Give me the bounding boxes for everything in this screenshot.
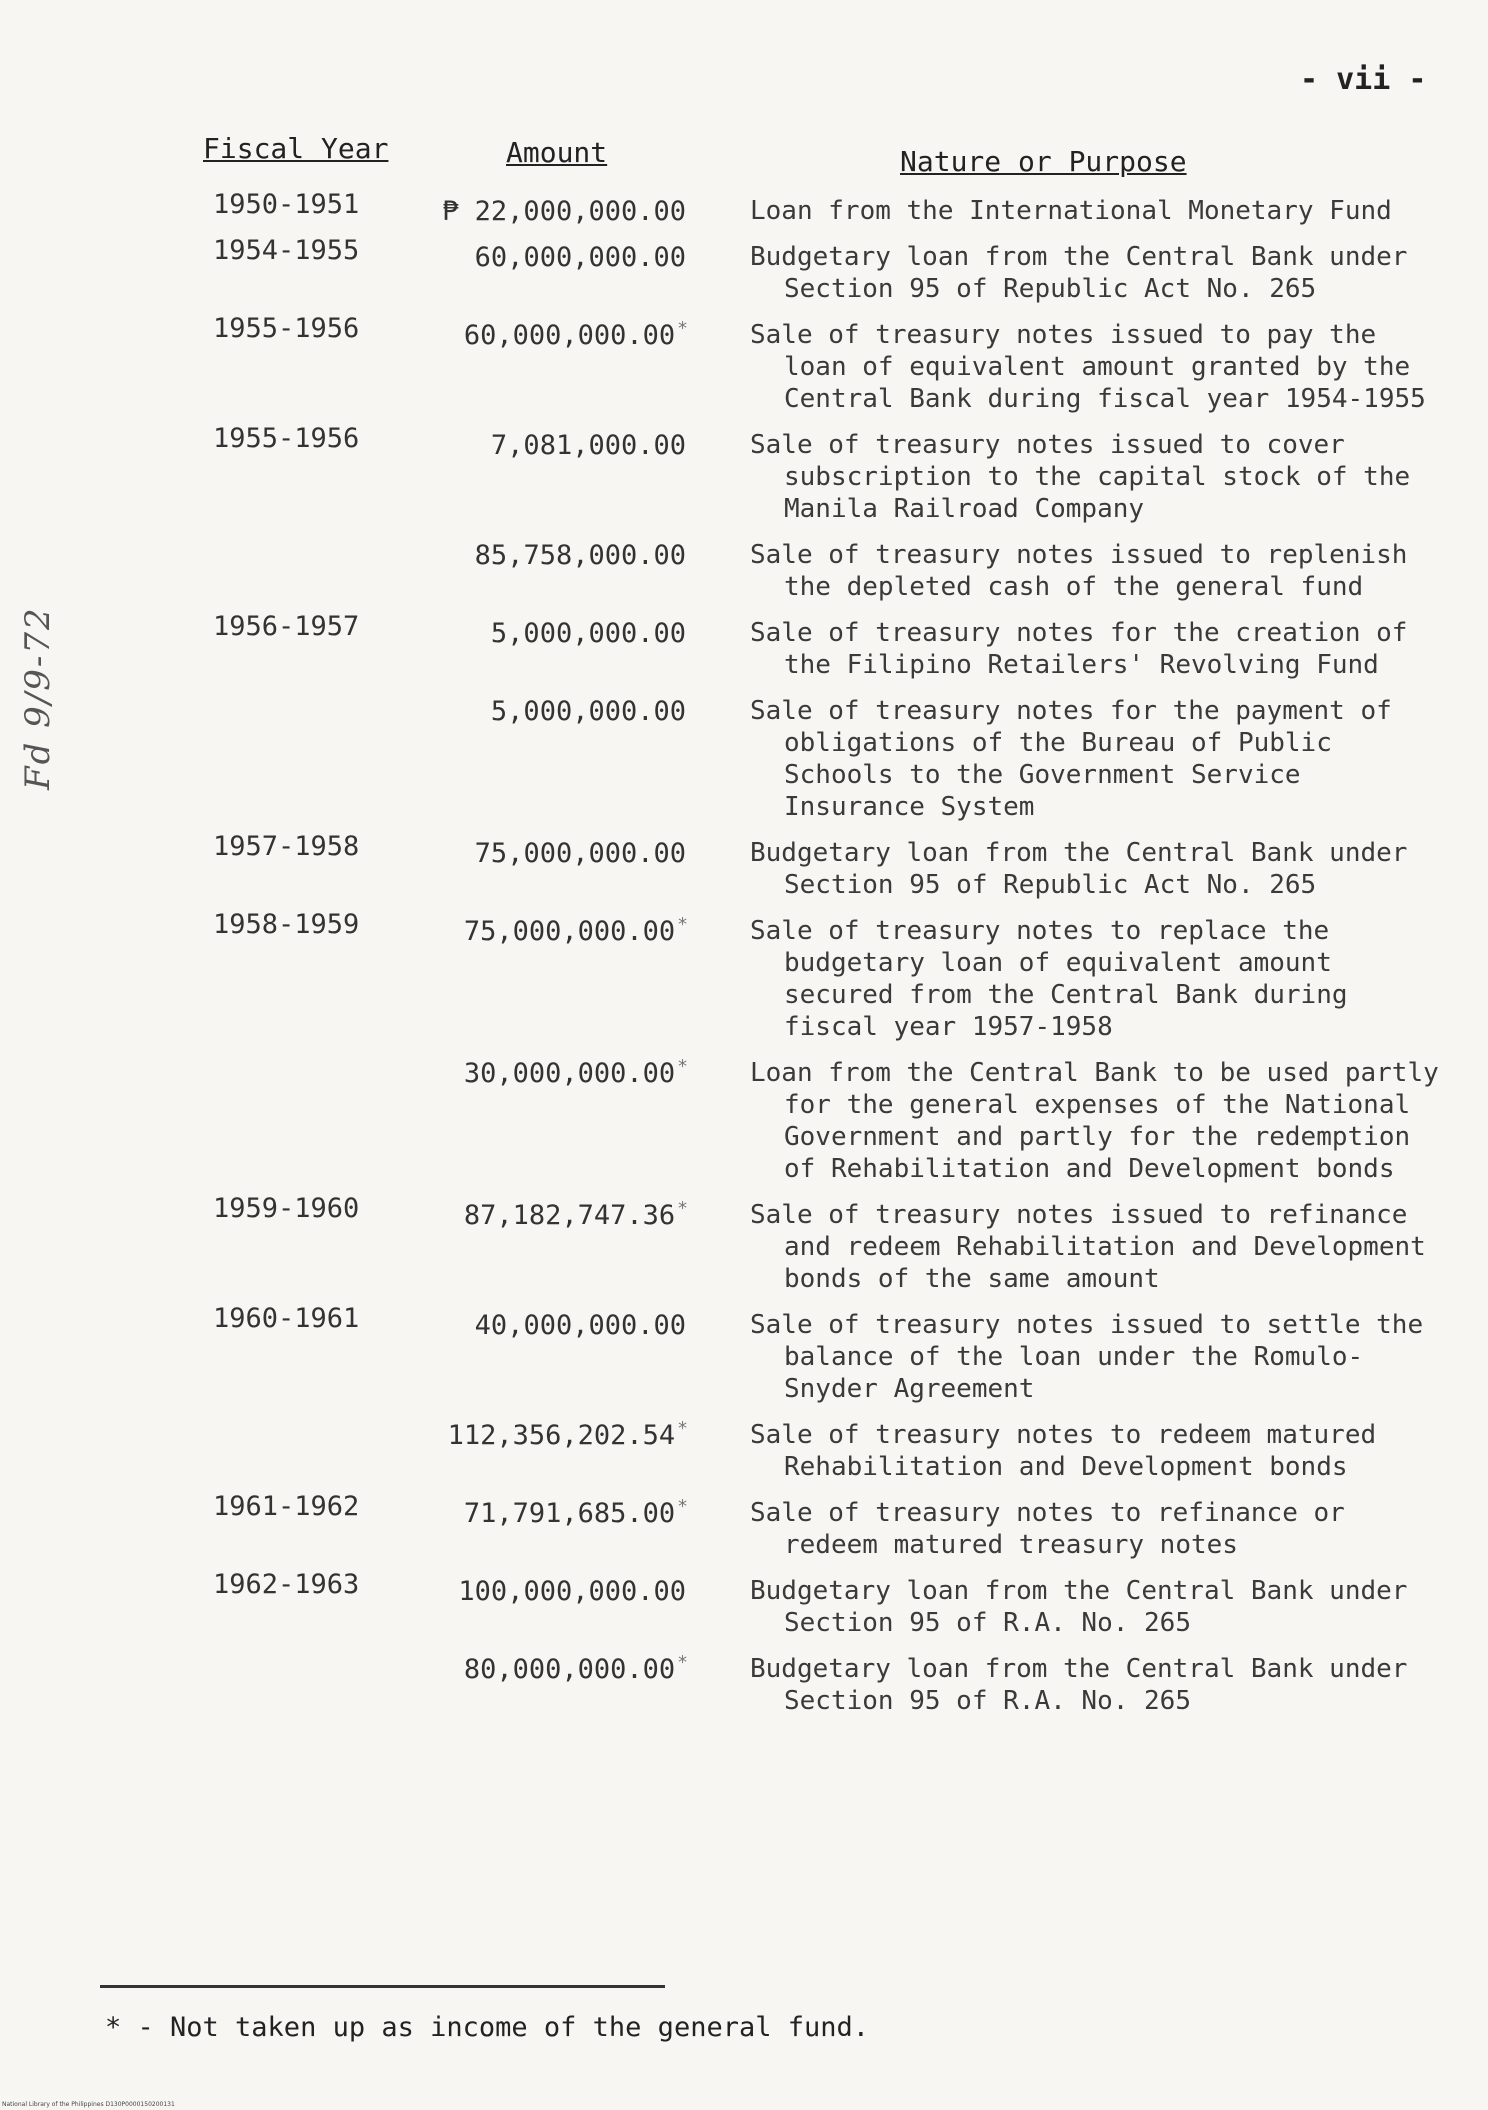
- table-row: [0, 611, 1488, 681]
- table-row: [0, 1653, 1488, 1717]
- footnote-marker: *: [677, 1056, 688, 1077]
- table-row: [0, 1491, 1488, 1561]
- footnote-marker: *: [677, 1652, 688, 1673]
- archive-stamp: National Library of the Philippines D130P0000150200131: [2, 2101, 175, 2108]
- amount-cell: [464, 1051, 688, 1090]
- amount-value: 100,000,000.00: [458, 1576, 686, 1607]
- amount-cell: [491, 423, 688, 462]
- purpose-cell: Budgetary loan from the Central Bank under Section 95 of R.A. No. 265: [750, 1654, 1408, 1716]
- amount-cell: [475, 235, 688, 274]
- table-row: [0, 539, 1488, 603]
- amount-cell: [458, 1569, 688, 1608]
- footnote: * - Not taken up as income of the general fund.: [105, 2012, 870, 2043]
- table-row: [0, 423, 1488, 525]
- amount-value: 30,000,000.00: [463, 1058, 676, 1089]
- footnote-marker: *: [677, 1496, 688, 1517]
- amount-cell: [448, 1413, 688, 1452]
- fiscal-year-cell: 1955-1956: [213, 313, 360, 344]
- fiscal-year-cell: 1962-1963: [213, 1569, 360, 1600]
- amount-cell: [475, 533, 688, 572]
- table-row: [0, 1419, 1488, 1483]
- amount-cell: [464, 1193, 688, 1232]
- purpose-cell: Sale of treasury notes to replace the budgetary loan of equivalent amount secured from the Central Bank during fiscal year 1957-1958: [750, 916, 1348, 1042]
- table-row: [0, 831, 1488, 901]
- fiscal-year-cell: 1954-1955: [213, 235, 360, 266]
- purpose-cell: Budgetary loan from the Central Bank under Section 95 of Republic Act No. 265: [750, 242, 1408, 304]
- amount-cell: [464, 909, 688, 948]
- table-row: [0, 189, 1488, 227]
- amount-value: 87,182,747.36: [463, 1200, 676, 1231]
- amount-cell: [464, 313, 688, 352]
- table-row: [0, 313, 1488, 415]
- table-row: [0, 1193, 1488, 1295]
- footnote-marker: *: [677, 1198, 688, 1219]
- purpose-cell: Loan from the Central Bank to be used partly for the general expenses of the National Government and partly for the redemption of Rehabilitation and Development bonds: [750, 1058, 1439, 1184]
- amount-value: 80,000,000.00: [463, 1654, 676, 1685]
- amount-cell: [464, 1647, 688, 1686]
- purpose-cell: Sale of treasury notes issued to settle the balance of the loan under the Romulo-Snyder Agreement: [750, 1310, 1424, 1404]
- purpose-cell: Sale of treasury notes issued to pay the loan of equivalent amount granted by the Central Bank during fiscal year 1954-1955: [750, 320, 1426, 414]
- header-nature-or-purpose: Nature or Purpose: [900, 145, 1187, 178]
- amount-cell: [464, 1491, 688, 1530]
- purpose-cell: Budgetary loan from the Central Bank under Section 95 of R.A. No. 265: [750, 1576, 1408, 1638]
- purpose-cell: Sale of treasury notes to refinance or redeem matured treasury notes: [750, 1498, 1345, 1560]
- header-amount: Amount: [506, 136, 608, 169]
- amount-value: 85,758,000.00: [474, 540, 686, 571]
- table-row: [0, 1569, 1488, 1639]
- fiscal-year-cell: 1958-1959: [213, 909, 360, 940]
- fiscal-year-cell: 1950-1951: [213, 189, 360, 220]
- amount-value: 7,081,000.00: [490, 430, 686, 461]
- fiscal-year-cell: 1956-1957: [213, 611, 360, 642]
- amount-value: 60,000,000.00: [474, 242, 686, 273]
- amount-value: 60,000,000.00: [463, 320, 676, 351]
- amount-cell: [475, 1303, 688, 1342]
- amount-cell: [491, 689, 688, 728]
- fiscal-year-cell: 1955-1956: [213, 423, 360, 454]
- fiscal-year-cell: 1960-1961: [213, 1303, 360, 1334]
- amount-value: 5,000,000.00: [490, 696, 686, 727]
- purpose-cell: Sale of treasury notes issued to replenish the depleted cash of the general fund: [750, 540, 1408, 602]
- table-row: [0, 1303, 1488, 1405]
- table-row: [0, 235, 1488, 305]
- fiscal-year-cell: 1957-1958: [213, 831, 360, 862]
- purpose-cell: Sale of treasury notes issued to refinance and redeem Rehabilitation and Development bonds of the same amount: [750, 1200, 1426, 1294]
- purpose-cell: Sale of treasury notes to redeem matured Rehabilitation and Development bonds: [750, 1420, 1377, 1482]
- table-row: [0, 1057, 1488, 1185]
- table-row: [0, 695, 1488, 823]
- purpose-cell: Sale of treasury notes for the creation of the Filipino Retailers' Revolving Fund: [750, 618, 1408, 680]
- amount-value: ₱ 22,000,000.00: [442, 196, 686, 227]
- purpose-cell: Sale of treasury notes for the payment of obligations of the Bureau of Public Schools to the Government Service Insurance System: [750, 696, 1392, 822]
- footnote-marker: *: [677, 1418, 688, 1439]
- amount-value: 112,356,202.54: [447, 1420, 676, 1451]
- footnote-marker: *: [677, 914, 688, 935]
- fiscal-year-cell: 1961-1962: [213, 1491, 360, 1522]
- amount-cell: [475, 831, 688, 870]
- amount-value: 75,000,000.00: [474, 838, 686, 869]
- footnote-marker: *: [677, 318, 688, 339]
- footnote-divider: [100, 1985, 665, 1988]
- header-fiscal-year: Fiscal Year: [203, 132, 389, 165]
- table-body: [0, 189, 1488, 1731]
- purpose-cell: Budgetary loan from the Central Bank under Section 95 of Republic Act No. 265: [750, 838, 1408, 900]
- amount-cell: [491, 611, 688, 650]
- table-row: [0, 909, 1488, 1043]
- page-number: - vii -: [1300, 62, 1427, 97]
- purpose-cell: Sale of treasury notes issued to cover subscription to the capital stock of the Manila Railroad Company: [750, 430, 1411, 524]
- purpose-cell: Loan from the International Monetary Fund: [750, 196, 1392, 226]
- handwritten-margin-note: Fd 9/9-72: [18, 606, 58, 790]
- amount-cell: [442, 189, 688, 228]
- amount-value: 5,000,000.00: [490, 618, 686, 649]
- amount-value: 71,791,685.00: [463, 1498, 676, 1529]
- amount-value: 40,000,000.00: [474, 1310, 686, 1341]
- amount-value: 75,000,000.00: [463, 916, 676, 947]
- fiscal-year-cell: 1959-1960: [213, 1193, 360, 1224]
